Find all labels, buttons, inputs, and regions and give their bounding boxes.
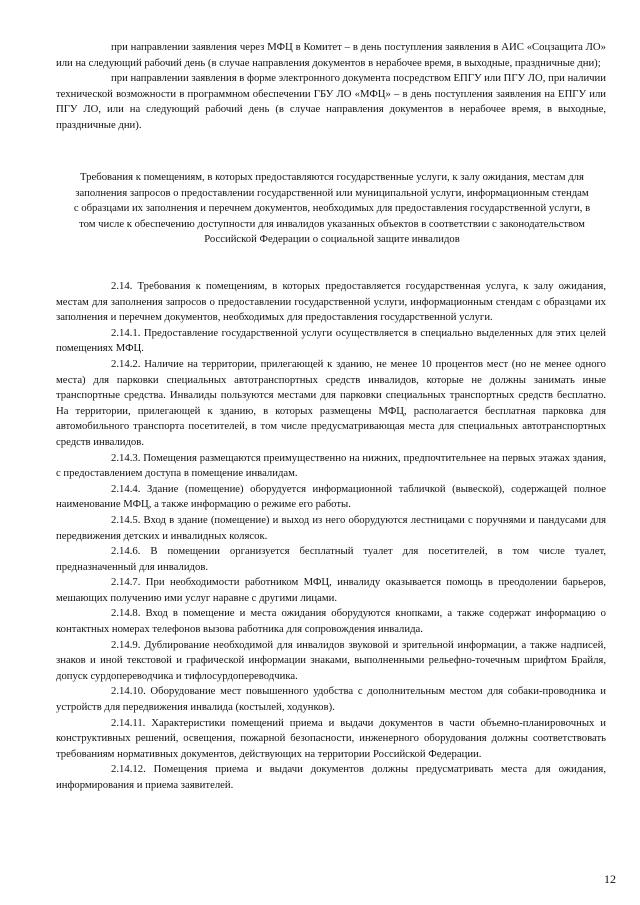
paragraph-2-14-7: 2.14.7. При необходимости работником МФЦ, инвалиду оказывается помощь в преодолении барьеров, мешающих получению ими услуг наравне с другими лицами. bbox=[56, 576, 606, 604]
paragraph-2-14: 2.14. Требования к помещениям, в которых предоставляется государственная услуга, к залу ожидания, местам для заполнения запросов о предоставлении государственной услуги, информационным стендам с образцами их заполнения и перечнем документов, необходимых для предоставления государственной услуги. bbox=[56, 280, 606, 324]
body-paragraphs bbox=[56, 279, 606, 794]
page-number: 12 bbox=[604, 872, 616, 886]
section-heading: Требования к помещениям, в которых предоставляются государственные услуги, к залу ожидания, местам для заполнения запросов о предоставлении государственной или муниципальной услуги, информационным стендам с образцами их заполнения и перечнем документов, необходимых для предоставления государственной услуги, в том числе к обеспечению доступности для инвалидов указанных объектов в соответствии с законодательством Российской Федерации о социальной защите инвалидов bbox=[73, 171, 591, 246]
paragraph-2-14-12: 2.14.12. Помещения приема и выдачи документов должны предусматривать места для ожидания, информирования и приема заявителей. bbox=[56, 763, 606, 791]
paragraph-2-14-9: 2.14.9. Дублирование необходимой для инвалидов звуковой и зрительной информации, а также надписей, знаков и иной текстовой и графической информации знаками, выполненными рельефно-точечным шрифтом Брайля, допуск сурдопереводчика и тифлосурдопереводчика. bbox=[56, 638, 606, 682]
paragraph-2-14-4: 2.14.4. Здание (помещение) оборудуется информационной табличкой (вывеской), содержащей полное наименование МФЦ, а также информацию о режиме его работы. bbox=[56, 482, 606, 511]
paragraph-2-14-5: 2.14.5. Вход в здание (помещение) и выход из него оборудуются лестницами с поручнями и пандусами для передвижения детских и инвалидных колясок. bbox=[56, 513, 606, 542]
paragraph-2-14-6: 2.14.6. В помещении организуется бесплатный туалет для посетителей, в том числе туалет, предназначенный для инвалидов. bbox=[56, 545, 606, 573]
paragraph-2-14-10: 2.14.10. Оборудование мест повышенного удобства с дополнительным местом для собаки-проводника и устройств для передвижения инвалида (костылей, ходунков). bbox=[56, 685, 606, 714]
paragraph-2-14-1: 2.14.1. Предоставление государственной услуги осуществляется в специально выделенных для этих целей помещениях МФЦ. bbox=[56, 326, 606, 355]
top-paragraphs bbox=[56, 40, 606, 134]
paragraph-2-14-8: 2.14.8. Вход в помещение и места ожидания оборудуются кнопками, а также содержат информацию о контактных номерах телефонов вызова работника для сопровождения инвалида. bbox=[56, 607, 606, 636]
paragraph-2-14-2: 2.14.2. Наличие на территории, прилегающей к зданию, не менее 10 процентов мест (но не менее одного места) для парковки специальных автотранспортных средств инвалидов, которые не должны занимать иные транспортные средства. Инвалиды пользуются местами для парковки специальных транспортных средств бесплатно. На территории, прилегающей к зданию, в которых размещены МФЦ, располагается бесплатная парковка для автомобильного транспорта посетителей, в том числе предусматривающая места для специальных автотранспортных средств инвалидов. bbox=[56, 357, 606, 448]
paragraph-mfc-committee: при направлении заявления через МФЦ в Комитет – в день поступления заявления в АИС «Соцзащита ЛО» или на следующий рабочий день (в случае направления документов в нерабочее время, в выходные, праздничные дни); bbox=[56, 41, 606, 69]
section-heading-block bbox=[72, 170, 592, 248]
paragraph-2-14-11: 2.14.11. Характеристики помещений приема и выдачи документов в части объемно-планировочных и конструктивных решений, освещения, пожарной безопасности, инженерного оборудования должны соответствовать требованиям нормативных документов, действующих на территории Российской Федерации. bbox=[56, 716, 606, 760]
paragraph-epgu: при направлении заявления в форме электронного документа посредством ЕПГУ или ПГУ ЛО, при наличии технической возможности в программном обеспечении ГБУ ЛО «МФЦ» – в день поступления заявления на ЕПГУ или ПГУ ЛО, или на следующий рабочий день (в случае направления документов в нерабочее время, в выходные, праздничные дни). bbox=[56, 72, 606, 131]
paragraph-2-14-3: 2.14.3. Помещения размещаются преимущественно на нижних, предпочтительнее на первых этажах здания, с предоставлением доступа в помещение инвалидам. bbox=[56, 451, 606, 480]
